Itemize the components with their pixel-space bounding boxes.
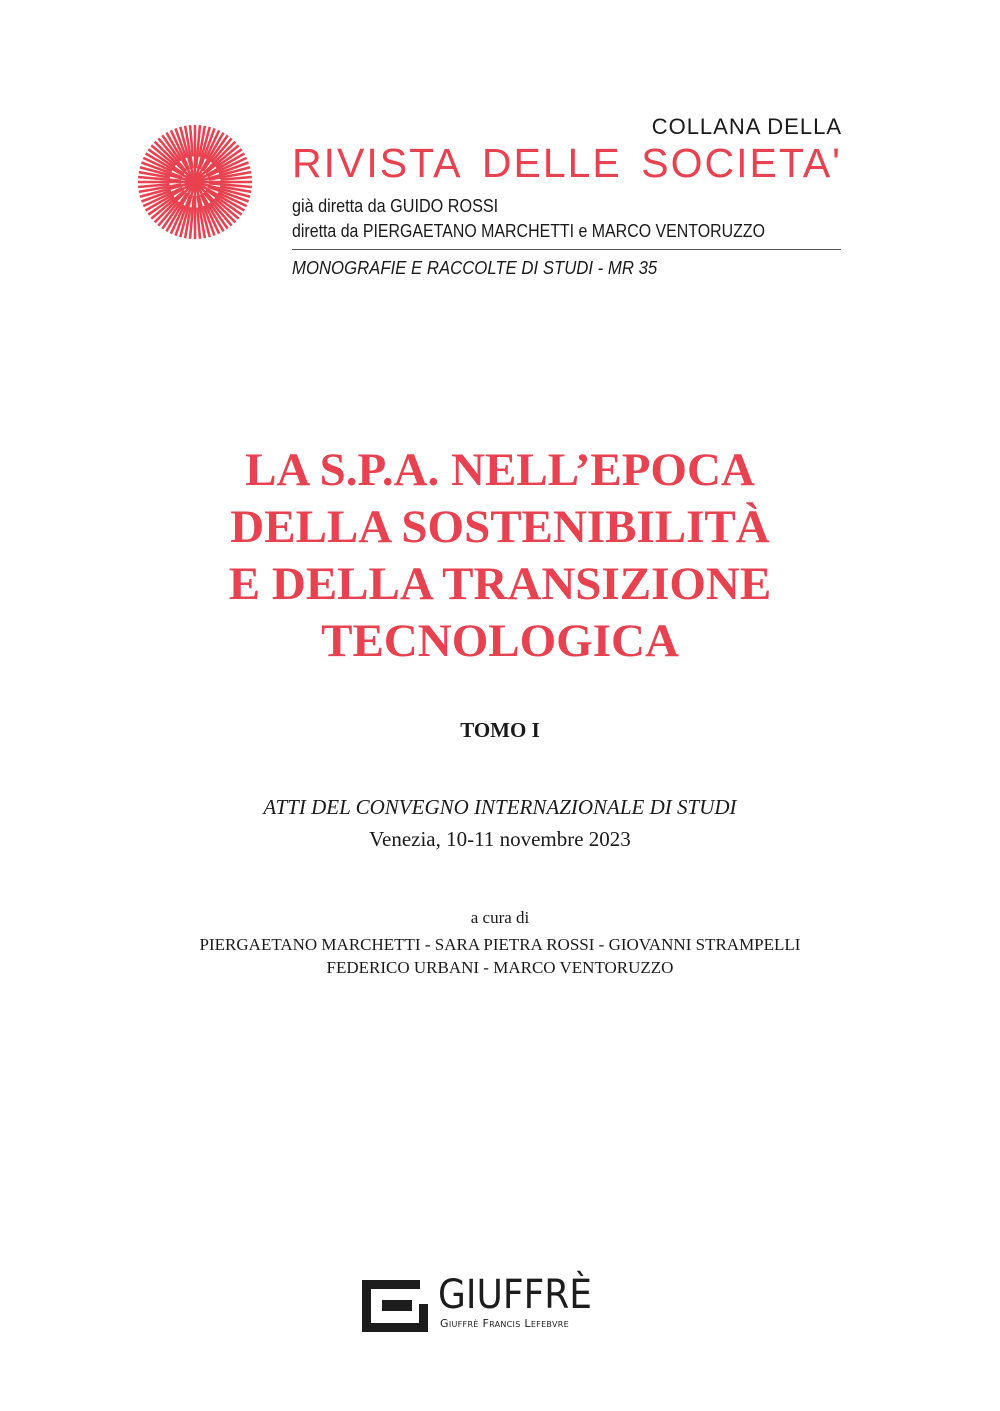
series-number: MONOGRAFIE E RACCOLTE DI STUDI - MR 35	[292, 258, 658, 278]
editors-list	[0, 933, 1000, 979]
title-line: E DELLA TRANSIZIONE	[228, 558, 772, 610]
publisher-subtitle: Giuffrè Francis Lefebvre	[440, 1317, 569, 1330]
journal-word: SOCIETA'	[641, 140, 842, 186]
title-line: DELLA SOSTENIBILITÀ	[230, 501, 770, 553]
title-line: LA S.P.A. NELL’EPOCA	[245, 444, 755, 496]
current-directors: diretta da PIERGAETANO MARCHETTI e MARCO VENTORUZZO	[292, 221, 765, 241]
collana-label: COLLANA DELLA	[651, 114, 842, 139]
publisher-logo	[360, 1272, 640, 1336]
volume-label: TOMO I	[460, 718, 540, 742]
publisher-name: GIUFFRÈ	[438, 1272, 593, 1318]
journal-word: DELLE	[481, 140, 622, 186]
header-divider	[292, 249, 841, 250]
editors-line: FEDERICO URBANI - MARCO VENTORUZZO	[326, 958, 674, 977]
giuffre-g-mark-icon	[362, 1280, 428, 1332]
venue-date: Venezia, 10-11 novembre 2023	[369, 827, 631, 851]
title-line: TECNOLOGICA	[321, 615, 679, 667]
former-director: già diretta da GUIDO ROSSI	[292, 196, 499, 216]
journal-word: RIVISTA	[292, 140, 463, 186]
editors-line: PIERGAETANO MARCHETTI - SARA PIETRA ROSSI - GIOVANNI STRAMPELLI	[199, 935, 801, 954]
editors-label: a cura di	[470, 908, 530, 927]
proceedings-label: ATTI DEL CONVEGNO INTERNAZIONALE DI STUDI	[263, 795, 737, 819]
journal-name	[292, 140, 842, 187]
book-title	[0, 442, 1000, 670]
radial-burst-logo-icon	[136, 123, 254, 241]
